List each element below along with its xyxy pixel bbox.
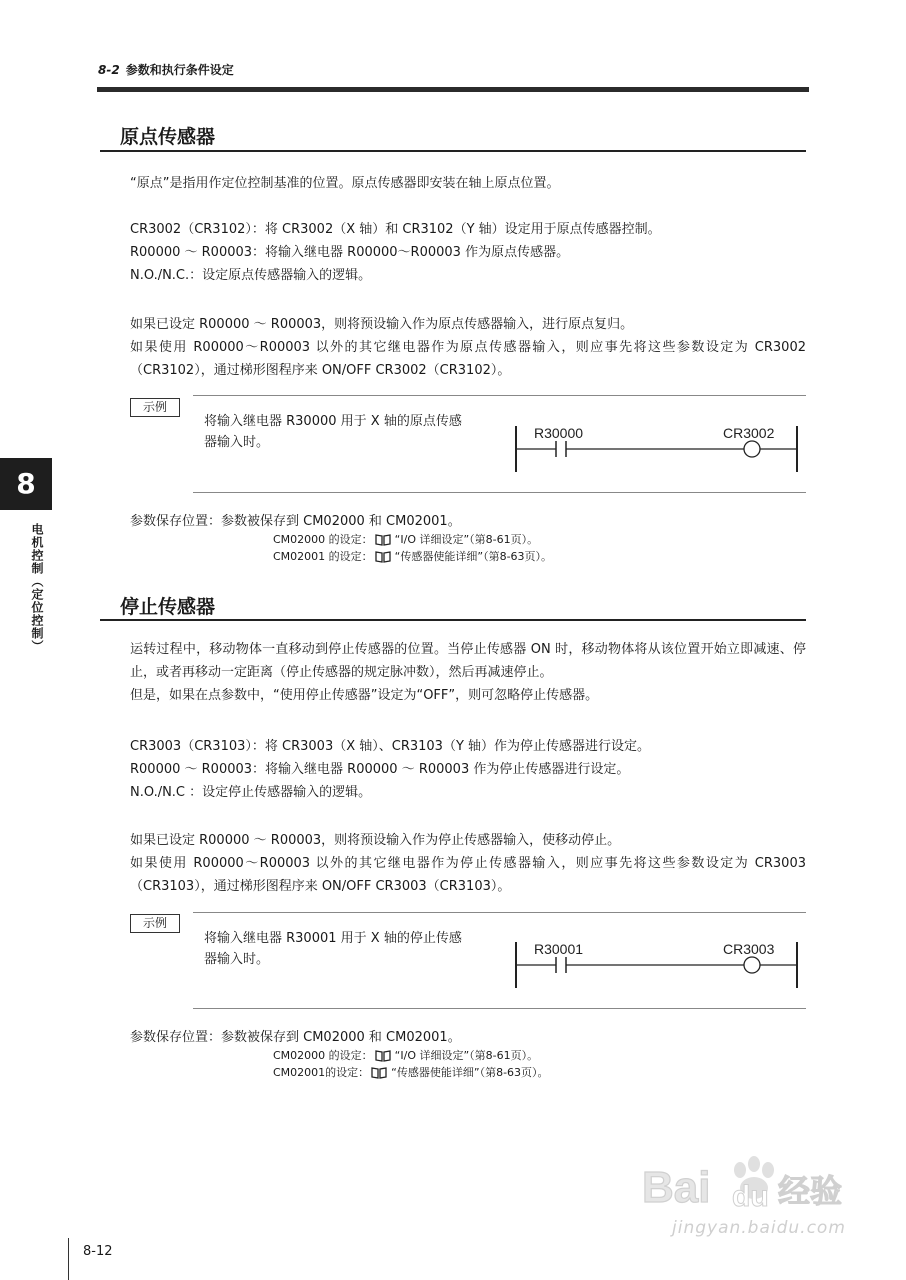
ladder-coil-label: CR3002 — [723, 425, 775, 441]
example-label: 示例 — [130, 398, 180, 417]
stop-ref-row — [273, 1047, 549, 1064]
origin-save-location: 参数保存位置：参数被保存到 CM02000 和 CM02001。 — [130, 514, 461, 529]
example-label: 示例 — [130, 914, 180, 933]
header-section-title: 参数和执行条件设定 — [125, 63, 234, 77]
section-rule — [100, 619, 806, 621]
ref-prefix: CM02001 的设定： — [273, 550, 373, 563]
ref-link-io-detail[interactable]: “I/O 详细设定”（第8-61页）。 — [394, 1049, 539, 1062]
stop-intro — [130, 638, 806, 707]
ladder-diagram — [512, 936, 806, 992]
ladder-coil — [744, 957, 760, 973]
example-desc-line2: 器输入时。 — [204, 952, 270, 967]
origin-param-cr3002: CR3002（CR3102）：将 CR3002（X 轴）和 CR3102（Y 轴）设定用于原点传感器控制。 — [130, 222, 661, 237]
example-description — [204, 411, 504, 453]
footer-rule — [68, 1238, 69, 1280]
ref-link-io-detail[interactable]: “I/O 详细设定”（第8-61页）。 — [394, 533, 539, 546]
origin-intro — [130, 172, 806, 195]
stop-param-r00000: R00000 ～ R00003：将输入继电器 R00000 ～ R00003 作为停止传感器进行设定。 — [130, 762, 630, 777]
page-number: 8-12 — [83, 1244, 113, 1259]
origin-references — [273, 531, 552, 565]
book-icon — [375, 551, 391, 563]
header-section-number: 8-2 — [98, 63, 120, 77]
chapter-tab: 8 — [0, 458, 52, 510]
example-bottom-rule — [193, 492, 806, 493]
stop-notes — [130, 829, 806, 898]
stop-param-cr3003: CR3003（CR3103）：将 CR3003（X 轴）、CR3103（Y 轴）作为停止传感器进行设定。 — [130, 739, 651, 754]
origin-param-nonc: N.O./N.C.：设定原点传感器输入的逻辑。 — [130, 268, 372, 283]
stop-save-location: 参数保存位置：参数被保存到 CM02000 和 CM02001。 — [130, 1030, 461, 1045]
running-header — [98, 61, 234, 78]
chapter-title: 电机控制（定位控制） — [30, 523, 44, 653]
section-rule — [100, 150, 806, 152]
section-title-origin-sensor: 原点传感器 — [120, 126, 216, 148]
ladder-coil — [744, 441, 760, 457]
ladder-diagram — [512, 420, 806, 476]
svg-text:du: du — [732, 1180, 769, 1213]
section-title-stop-sensor: 停止传感器 — [120, 596, 216, 618]
watermark-url: jingyan.baidu.com — [672, 1218, 846, 1238]
example-top-rule — [193, 912, 806, 913]
svg-text:Bai: Bai — [642, 1163, 711, 1212]
origin-intro-text: “原点”是指用作定位控制基准的位置。原点传感器即安装在轴上原点位置。 — [130, 176, 560, 191]
stop-note-2: 如果使用 R00000～R00003 以外的其它继电器作为停止传感器输入，则应事先将这些参数设定为 CR3003（CR3103），通过梯形图程序来 ON/OFF CR3003（CR3103）。 — [130, 856, 806, 894]
stop-references — [273, 1047, 549, 1081]
example-desc-line1: 将输入继电器 R30000 用于 X 轴的原点传感 — [204, 414, 462, 429]
example-top-rule — [193, 395, 806, 396]
origin-ref-row — [273, 531, 552, 548]
svg-text:经验: 经验 — [778, 1172, 843, 1210]
stop-ref-row — [273, 1064, 549, 1081]
stop-intro-text-1: 运转过程中，移动物体一直移动到停止传感器的位置。当停止传感器 ON 时，移动物体将从该位置开始立即减速、停止，或者再移动一定距离（停止传感器的规定脉冲数），然后再减速停止。 — [130, 642, 806, 680]
origin-notes — [130, 313, 806, 382]
stop-note-1: 如果已设定 R00000 ～ R00003，则将预设输入作为停止传感器输入，使移动停止。 — [130, 833, 621, 848]
stop-params — [130, 735, 806, 804]
origin-note-2: 如果使用 R00000～R00003 以外的其它继电器作为原点传感器输入，则应事先将这些参数设定为 CR3002（CR3102），通过梯形图程序来 ON/OFF CR3002（CR3102）。 — [130, 340, 806, 378]
ref-prefix: CM02000 的设定： — [273, 533, 373, 546]
example-bottom-rule — [193, 1008, 806, 1009]
example-desc-line1: 将输入继电器 R30001 用于 X 轴的停止传感 — [204, 931, 462, 946]
origin-param-r00000: R00000 ～ R00003：将输入继电器 R00000～R00003 作为原点传感器。 — [130, 245, 570, 260]
ladder-contact-label: R30000 — [534, 425, 584, 441]
origin-note-1: 如果已设定 R00000 ～ R00003，则将预设输入作为原点传感器输入，进行原点复归。 — [130, 317, 634, 332]
ladder-contact-label: R30001 — [534, 941, 584, 957]
origin-params — [130, 218, 806, 287]
header-bar — [97, 87, 809, 92]
stop-param-nonc: N.O./N.C ：设定停止传感器输入的逻辑。 — [130, 785, 372, 800]
stop-intro-text-2: 但是，如果在点参数中，“使用停止传感器”设定为“OFF”，则可忽略停止传感器。 — [130, 688, 599, 703]
book-icon — [375, 534, 391, 546]
ref-prefix: CM02000 的设定： — [273, 1049, 373, 1062]
origin-ref-row — [273, 548, 552, 565]
example-desc-line2: 器输入时。 — [204, 435, 270, 450]
book-icon — [375, 1050, 391, 1062]
ladder-coil-label: CR3003 — [723, 941, 775, 957]
book-icon — [371, 1067, 387, 1079]
ref-link-sensor-enable[interactable]: “传感器使能详细”（第8-63页）。 — [391, 1066, 549, 1079]
example-description — [204, 928, 504, 970]
ref-prefix: CM02001的设定： — [273, 1066, 370, 1079]
ref-link-sensor-enable[interactable]: “传感器使能详细”（第8-63页）。 — [394, 550, 553, 563]
